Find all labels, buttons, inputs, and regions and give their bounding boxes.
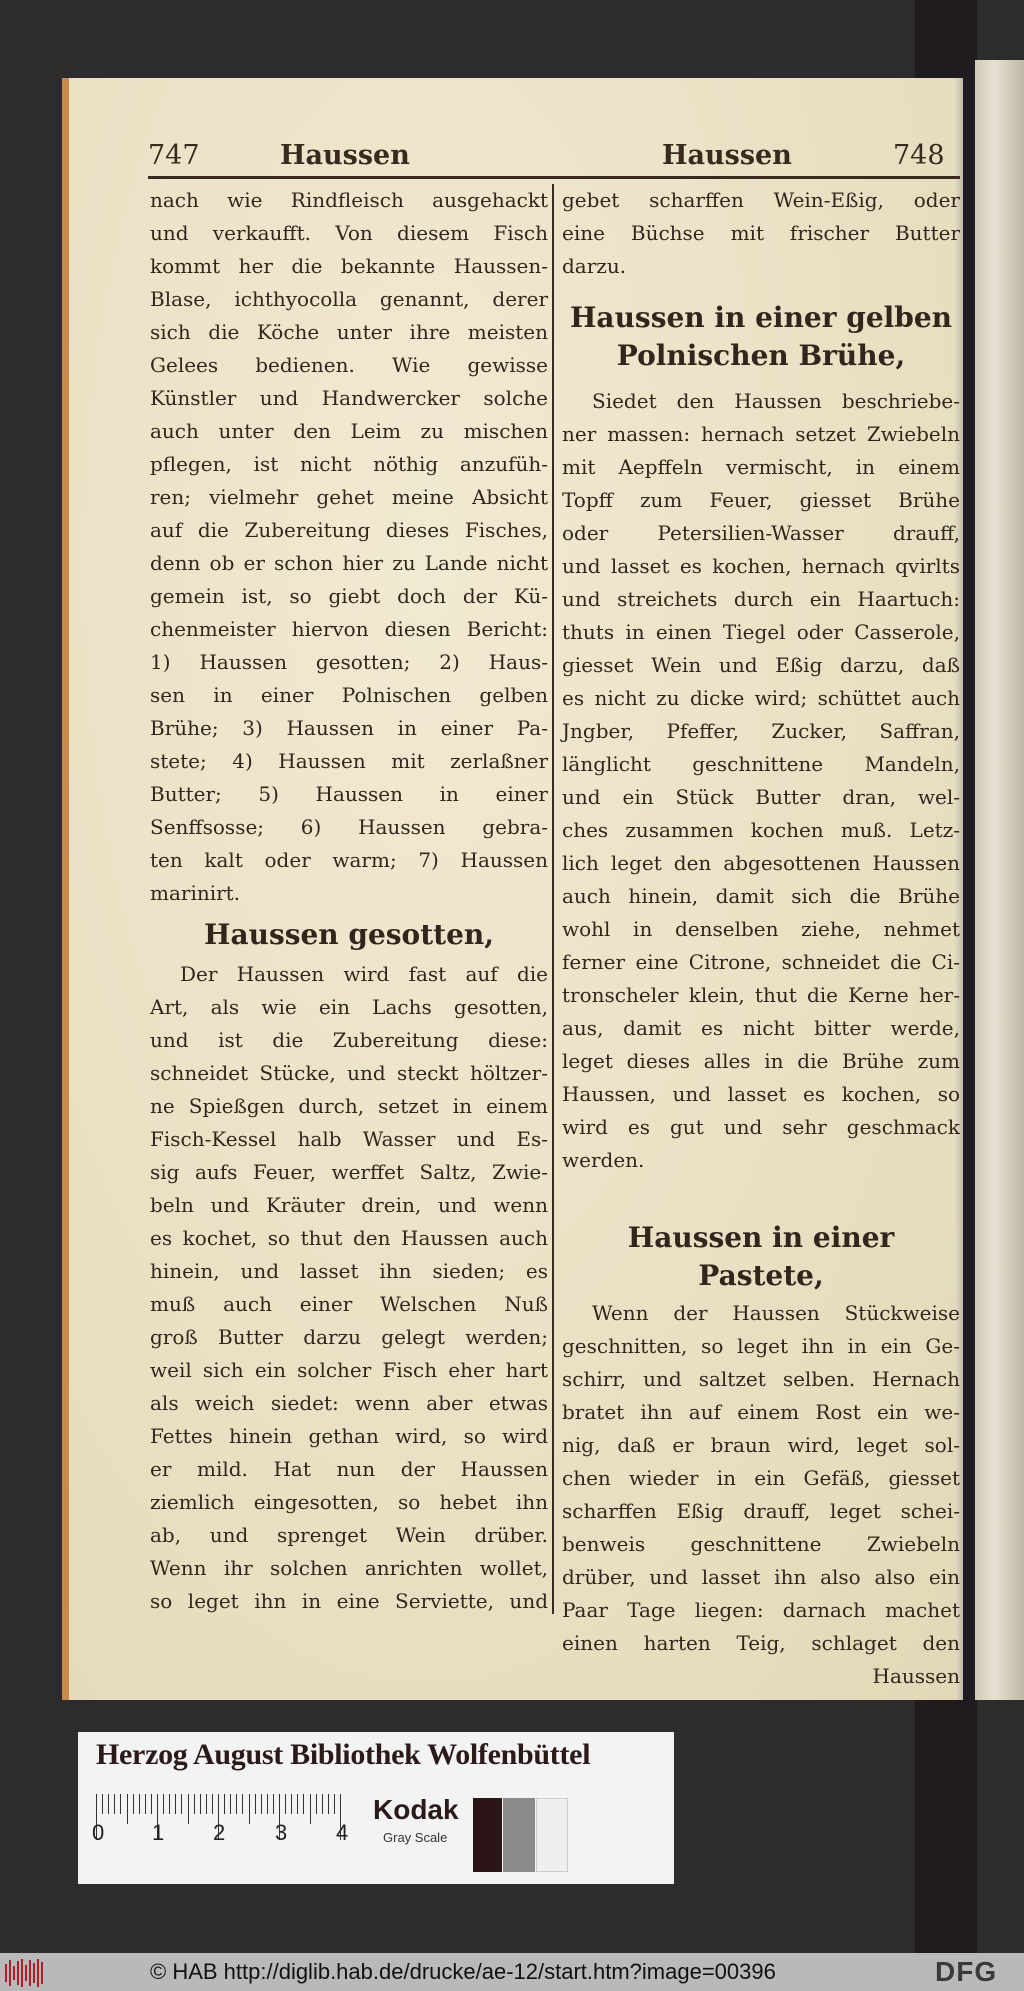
- ruler-tick: [328, 1794, 329, 1814]
- logo-bar: [21, 1959, 23, 1987]
- text-line: sig aufs Feuer, werffet Saltz, Zwie-: [150, 1160, 548, 1184]
- ruler-tick: [175, 1794, 176, 1814]
- footer-copyright-link[interactable]: © HAB http://diglib.hab.de/drucke/ae-12/start.htm?image=00396: [150, 1959, 776, 1984]
- text-line: es kochet, so thut den Haussen auch: [150, 1226, 548, 1250]
- text-line: stete; 4) Haussen mit zerlaßner: [150, 749, 548, 773]
- logo-bar: [13, 1966, 15, 1980]
- logo-bar: [5, 1964, 7, 1982]
- ruler-tick: [249, 1794, 250, 1824]
- text-line: als weich siedet: wenn aber etwas: [150, 1391, 548, 1415]
- right-page-number: 748: [893, 140, 945, 171]
- gray-scale-label: Gray Scale: [383, 1830, 448, 1845]
- ruler-tick: [102, 1794, 103, 1814]
- ruler-tick: [163, 1794, 164, 1814]
- ruler-tick: [242, 1794, 243, 1814]
- text-line: und lasset es kochen, hernach qvirlts: [562, 554, 960, 578]
- text-line: Senffsosse; 6) Haussen gebra-: [150, 815, 548, 839]
- ruler-tick: [139, 1794, 140, 1814]
- text-line: lich leget den abgesottenen Haussen: [562, 851, 960, 875]
- text-line: kommt her die bekannte Haussen-: [150, 254, 548, 278]
- text-line: benweis geschnittene Zwiebeln: [562, 1532, 960, 1556]
- text-line: Der Haussen wird fast auf die: [180, 962, 548, 986]
- text-line: groß Butter darzu gelegt werden;: [150, 1325, 548, 1349]
- ruler-tick: [285, 1794, 286, 1814]
- text-line: und ein Stück Butter dran, wel-: [562, 785, 960, 809]
- text-line: giesset Wein und Eßig darzu, daß: [562, 653, 960, 677]
- text-line: Paar Tage liegen: darnach machet: [562, 1598, 960, 1622]
- text-line: gemein ist, so giebt doch der Kü-: [150, 584, 548, 608]
- text-line: ne Spießgen durch, setzet in einem: [150, 1094, 548, 1118]
- text-line: marinirt.: [150, 881, 241, 905]
- ruler-tick: [303, 1794, 304, 1814]
- left-running-title: Haussen: [280, 140, 410, 171]
- text-line: Künstler und Handwercker solche: [150, 386, 548, 410]
- section-heading: Haussen in einer Pastete,: [627, 1221, 895, 1292]
- ruler-number: 4: [336, 1820, 349, 1845]
- text-line: ner massen: hernach setzet Zwiebeln: [562, 422, 960, 446]
- text-line: ferner eine Citrone, schneidet die Ci-: [562, 950, 960, 974]
- text-line: Wenn ihr solchen anrichten wollet,: [150, 1556, 548, 1580]
- logo-bar: [41, 1962, 43, 1984]
- text-line: auf die Zubereitung dieses Fisches,: [150, 518, 548, 542]
- ruler-tick: [291, 1794, 292, 1814]
- text-line: drüber, und lasset ihn also also ein: [562, 1565, 960, 1589]
- text-line: ren; vielmehr gehet meine Absicht: [150, 485, 548, 509]
- text-line: gebet scharffen Wein-Eßig, oder: [562, 188, 960, 212]
- text-line: Brühe; 3) Haussen in einer Pa-: [150, 716, 548, 740]
- column-divider: [552, 184, 554, 1614]
- text-line: sich die Köche unter ihre meisten: [150, 320, 548, 344]
- ruler-tick: [108, 1794, 109, 1814]
- logo-bar: [25, 1965, 27, 1981]
- logo-bar: [9, 1960, 11, 1986]
- header-rule: [148, 176, 960, 179]
- left-text-column: [150, 184, 548, 1618]
- text-line: und ist die Zubereitung diese:: [150, 1028, 548, 1052]
- ruler-tick: [206, 1794, 207, 1814]
- hab-logo-icon: [5, 1959, 45, 1987]
- ruler-tick: [151, 1794, 152, 1814]
- text-line: ziemlich eingesotten, so hebet ihn: [150, 1490, 548, 1514]
- text-line: chenmeister hiervon diesen Bericht:: [150, 617, 548, 641]
- text-line: Jngber, Pfeffer, Zucker, Saffran,: [562, 719, 960, 743]
- footer-bar: [0, 1953, 1024, 1991]
- text-line: Wenn der Haussen Stückweise: [592, 1301, 960, 1325]
- ruler-number: 0: [92, 1820, 105, 1845]
- text-line: eine Büchse mit frischer Butter: [562, 221, 960, 245]
- ruler-tick: [230, 1794, 231, 1814]
- left-page-number: 747: [148, 140, 200, 171]
- logo-bar: [37, 1959, 39, 1987]
- ruler-tick: [334, 1794, 335, 1814]
- right-text-column: [562, 184, 960, 1693]
- text-line: leget dieses alles in die Brühe zum: [562, 1049, 960, 1073]
- text-line: und streichets durch ein Haartuch:: [562, 587, 960, 611]
- text-line: 1) Haussen gesotten; 2) Haus-: [150, 650, 548, 674]
- text-line: bratet ihn auf einem Rost ein we-: [562, 1400, 960, 1424]
- color-reference-card: [78, 1732, 674, 1884]
- ruler-tick: [212, 1794, 213, 1814]
- ruler-tick: [224, 1794, 225, 1814]
- text-line: Topff zum Feuer, giesset Brühe: [562, 488, 960, 512]
- adjacent-page-edge: [975, 60, 1024, 1700]
- text-line: schneidet Stücke, und steckt höltzer-: [150, 1061, 548, 1085]
- text-line: Gelees bedienen. Wie gewisse: [150, 353, 548, 377]
- ruler-tick: [133, 1794, 134, 1814]
- ruler-tick: [273, 1794, 274, 1814]
- text-line: Art, als wie ein Lachs gesotten,: [150, 995, 548, 1019]
- text-line: beln und Kräuter drein, und wenn: [150, 1193, 548, 1217]
- text-line: darzu.: [562, 254, 627, 278]
- text-line: denn ob er schon hier zu Lande nicht: [150, 551, 548, 575]
- ruler-tick: [255, 1794, 256, 1814]
- text-line: werden.: [562, 1148, 645, 1172]
- text-line: ches zusammen kochen muß. Letz-: [562, 818, 960, 842]
- ruler-number: 3: [275, 1820, 288, 1845]
- catchword: Haussen: [872, 1664, 960, 1688]
- swatch-white: [536, 1798, 568, 1872]
- text-line: wohl in denselben ziehe, nehmet: [562, 917, 960, 941]
- ruler-tick: [145, 1794, 146, 1814]
- kodak-logo: Kodak: [373, 1794, 459, 1825]
- ruler-number: 2: [213, 1820, 226, 1845]
- text-line: auch unter den Leim zu mischen: [150, 419, 548, 443]
- dfg-logo: DFG: [935, 1956, 998, 1987]
- ruler-tick: [261, 1794, 262, 1814]
- logo-bar: [17, 1961, 19, 1985]
- logo-bar: [33, 1963, 35, 1983]
- text-line: geschnitten, so leget ihn in ein Ge-: [562, 1334, 960, 1358]
- ruler-tick: [267, 1794, 268, 1814]
- text-line: wird es gut und sehr geschmack: [562, 1115, 960, 1139]
- text-line: einen harten Teig, schlaget den: [562, 1631, 960, 1655]
- ruler-tick: [120, 1794, 121, 1814]
- ruler-tick: [200, 1794, 201, 1814]
- ruler-tick: [297, 1794, 298, 1814]
- text-line: ab, und sprenget Wein drüber.: [150, 1523, 548, 1547]
- ruler-tick: [310, 1794, 311, 1824]
- text-line: Haussen, und lasset es kochen, so: [562, 1082, 960, 1106]
- text-line: oder Petersilien-Wasser drauff,: [562, 521, 960, 545]
- text-line: länglicht geschnittene Mandeln,: [562, 752, 960, 776]
- text-line: Fettes hinein gethan wird, so wird: [150, 1424, 548, 1448]
- text-line: nig, daß er braun wird, leget sol-: [562, 1433, 960, 1457]
- ruler-tick: [236, 1794, 237, 1814]
- ruler-tick: [316, 1794, 317, 1814]
- text-line: muß auch einer Welschen Nuß: [150, 1292, 548, 1316]
- logo-bar: [29, 1960, 31, 1986]
- ruler-tick: [169, 1794, 170, 1814]
- text-line: Blase, ichthyocolla genannt, derer: [150, 287, 548, 311]
- text-line: hinein, und lasset ihn sieden; es: [150, 1259, 548, 1283]
- text-line: chen wieder in ein Gefäß, giesset: [562, 1466, 960, 1490]
- ruler-tick: [127, 1794, 128, 1824]
- text-line: tronscheler klein, thut die Kerne her-: [562, 983, 960, 1007]
- section-heading: Haussen gesotten,: [203, 918, 495, 951]
- ruler-tick: [181, 1794, 182, 1814]
- text-line: sen in einer Polnischen gelben: [150, 683, 548, 707]
- text-line: mit Aepffeln vermischt, in einem: [562, 455, 960, 479]
- ruler-tick: [322, 1794, 323, 1814]
- text-line: schirr, und saltzet selben. Hernach: [562, 1367, 960, 1391]
- ruler-tick: [194, 1794, 195, 1814]
- text-line: Butter; 5) Haussen in einer: [150, 782, 548, 806]
- text-line: ten kalt oder warm; 7) Haussen: [150, 848, 548, 872]
- text-line: Siedet den Haussen beschriebe-: [592, 389, 960, 413]
- text-line: es nicht zu dicke wird; schüttet auch: [562, 686, 960, 710]
- text-line: Fisch-Kessel halb Wasser und Es-: [150, 1127, 548, 1151]
- text-line: aus, damit es nicht bitter werde,: [562, 1016, 960, 1040]
- text-line: pflegen, ist nicht nöthig anzufüh-: [150, 452, 548, 476]
- library-name: Herzog August Bibliothek Wolfenbüttel: [96, 1738, 591, 1771]
- text-line: nach wie Rindfleisch ausgehackt: [150, 188, 548, 212]
- swatch-gray: [503, 1798, 535, 1872]
- text-line: er mild. Hat nun der Haussen: [150, 1457, 548, 1481]
- text-line: und verkaufft. Von diesem Fisch: [150, 221, 548, 245]
- text-line: weil sich ein solcher Fisch eher hart: [150, 1358, 548, 1382]
- text-line: scharffen Eßig drauff, leget schei-: [562, 1499, 960, 1523]
- swatch-dark: [473, 1798, 502, 1872]
- ruler-tick: [114, 1794, 115, 1814]
- ruler-tick: [188, 1794, 189, 1824]
- right-running-title: Haussen: [662, 140, 792, 171]
- text-line: auch hinein, damit sich die Brühe: [562, 884, 960, 908]
- text-line: thuts in einen Tiegel oder Casserole,: [562, 620, 960, 644]
- text-line: so leget ihn in eine Serviette, und: [150, 1589, 548, 1613]
- ruler-number: 1: [152, 1820, 165, 1845]
- section-heading: Haussen in einer gelben Polnischen Brühe,: [569, 301, 953, 372]
